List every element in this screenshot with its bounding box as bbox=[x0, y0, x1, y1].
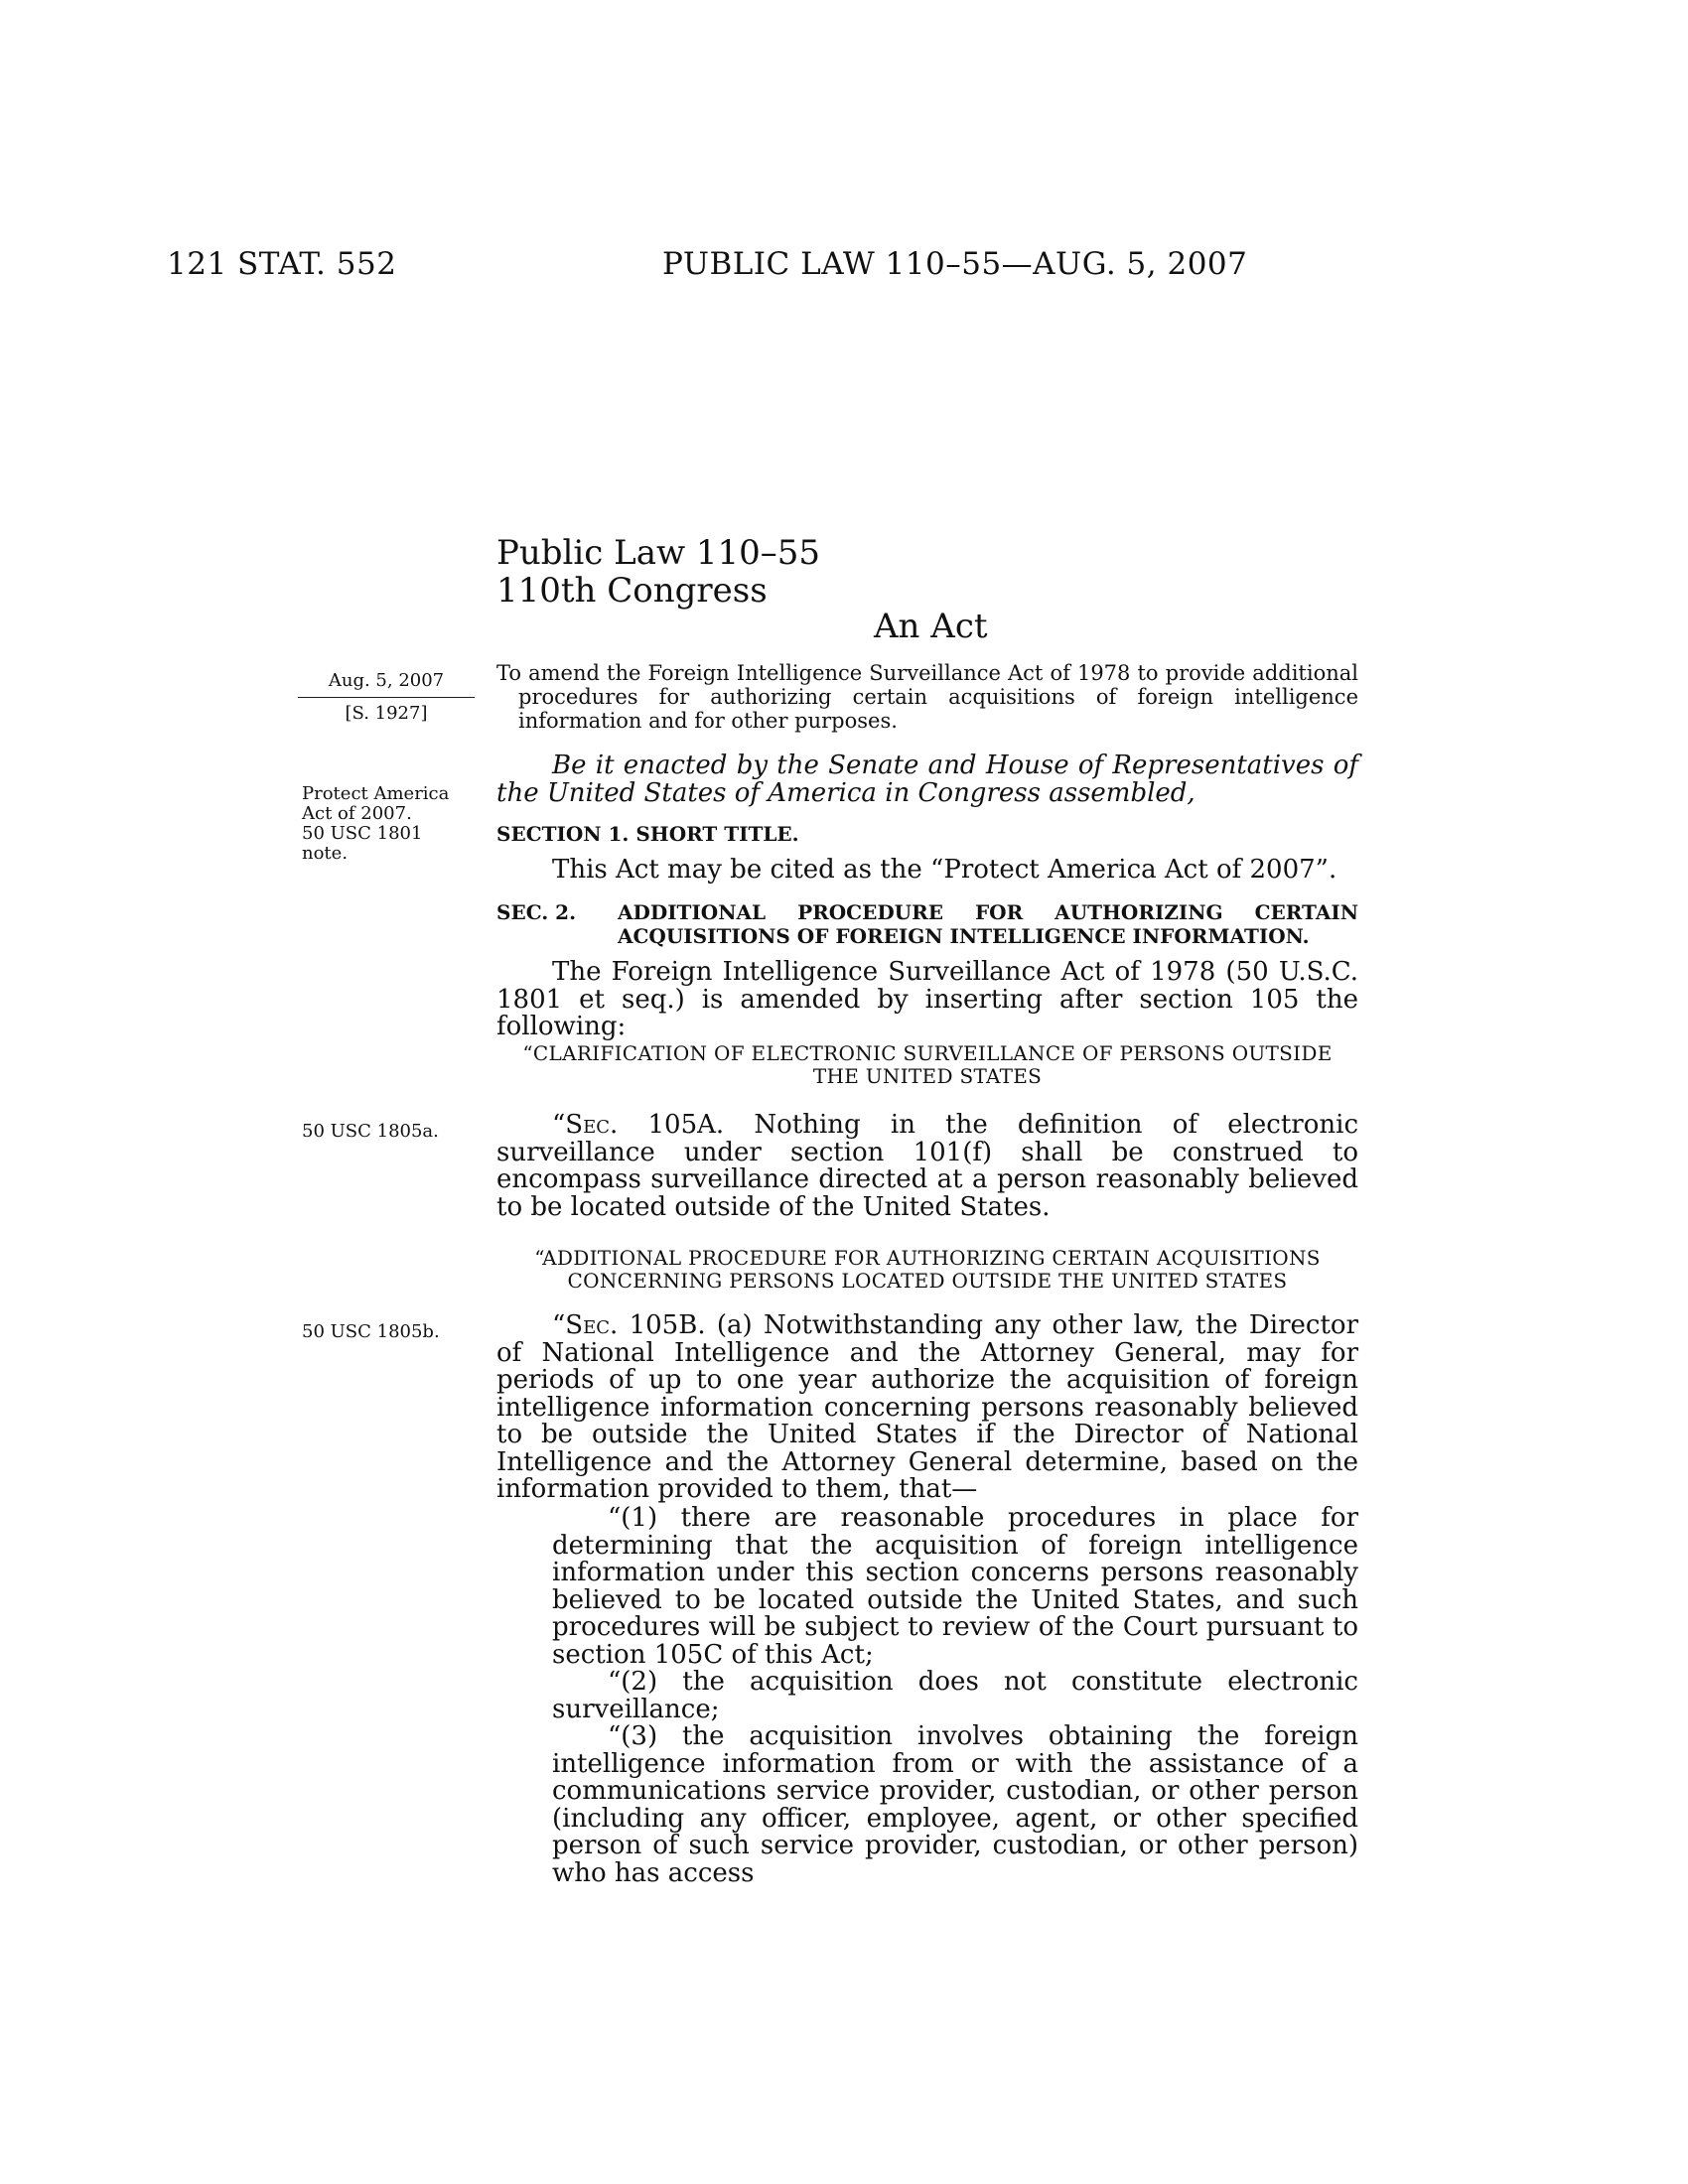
running-header: PUBLIC LAW 110–55—AUG. 5, 2007 bbox=[662, 246, 1248, 282]
section-2-text: The Foreign Intelligence Surveillance Act of 1978 (50 U.S.C. 1801 et seq.) is amended by inserting after section 105 the following: bbox=[496, 957, 1358, 1041]
act-purpose: To amend the Foreign Intelligence Surveillance Act of 1978 to provide additional procedures for authorizing certain acquisitions of foreign intelligence information and for other purposes. bbox=[496, 661, 1358, 733]
section-105b-text: 105B. (a) Notwithstanding any other law, the Director of National Intelligence and the Attorney General, may for periods of up to one year authorize the acquisition of foreign intelligence information concerning persons reasonably believed to be outside the United States if the Director of National Intelligence and the Attorney General determine, based on the information provided to them, that— bbox=[496, 1310, 1359, 1504]
congress-number: 110th Congress bbox=[496, 571, 768, 611]
public-law-number: Public Law 110–55 bbox=[496, 533, 821, 573]
section-2-heading: ADDITIONAL PROCEDURE FOR AUTHORIZING CERTAIN ACQUISITIONS OF FOREIGN INTELLIGENCE INFORMATION. bbox=[618, 900, 1358, 948]
margin-date-block bbox=[298, 671, 475, 724]
page-stat-number: 121 STAT. 552 bbox=[167, 246, 397, 282]
margin-short-title: Protect America Act of 2007. bbox=[302, 783, 450, 824]
section-105a-label: “Sec. bbox=[552, 1110, 619, 1140]
clarification-heading: “CLARIFICATION OF ELECTRONIC SURVEILLANCE OF PERSONS OUTSIDE THE UNITED STATES bbox=[522, 1041, 1333, 1088]
margin-usc-note: 50 USC 1801 note. bbox=[302, 823, 423, 864]
item-1: “(1) there are reasonable procedures in place for determining that the acquisition of foreign intelligence information under this section concerns persons reasonably believed to be located outside the United States, and such procedures will be subject to review of the Court pursuant to section 105C of this Act; bbox=[552, 1503, 1358, 1670]
additional-procedure-heading: “ADDITIONAL PROCEDURE FOR AUTHORIZING CERTAIN ACQUISITIONS CONCERNING PERSONS LOCATED OUTSIDE THE UNITED STATES bbox=[534, 1246, 1321, 1293]
item-2: “(2) the acquisition does not constitute electronic surveillance; bbox=[552, 1667, 1358, 1724]
enacting-clause: Be it enacted by the Senate and House of Representatives of the United States of America in Congress assembled, bbox=[496, 751, 1358, 808]
section-1-text: This Act may be cited as the “Protect America Act of 2007”. bbox=[552, 855, 1337, 885]
section-105a bbox=[496, 1112, 1358, 1221]
bill-number: [S. 1927] bbox=[345, 703, 428, 724]
item-3: “(3) the acquisition involves obtaining the foreign intelligence information from or with the assistance of a communications service provider, custodian, or other person (including any officer, employee, agent, or other specified person of such service provider, custodian, or other person) who has access bbox=[552, 1721, 1358, 1888]
margin-usc-1805b: 50 USC 1805b. bbox=[302, 1321, 440, 1342]
approval-date: Aug. 5, 2007 bbox=[328, 670, 445, 691]
section-1-heading: SECTION 1. SHORT TITLE. bbox=[496, 822, 799, 846]
section-105a-text: 105A. Nothing in the definition of electronic surveillance under section 101(f) shall be construed to encompass surveillance directed at a person reasonably believed to be located outside of the United States. bbox=[496, 1110, 1359, 1222]
section-2-number: SEC. 2. bbox=[496, 900, 577, 924]
margin-usc-1805a: 50 USC 1805a. bbox=[302, 1121, 439, 1142]
section-105b bbox=[496, 1312, 1358, 1504]
section-105b-label: “Sec. bbox=[552, 1310, 619, 1340]
section-105b-items bbox=[552, 1505, 1358, 1887]
an-act-heading: An Act bbox=[874, 607, 988, 646]
